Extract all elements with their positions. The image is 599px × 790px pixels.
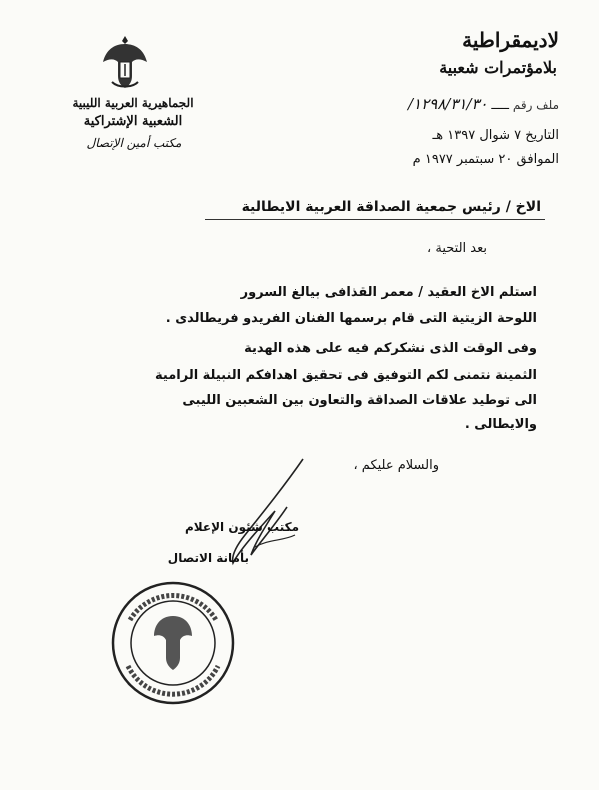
signatory-line2: بأمانة الاتصال [167,551,249,565]
slogan-line1: لاديمقراطية [462,28,559,52]
slogan-line2: بلامؤتمرات شعبية [439,58,557,77]
body-line-1: استلم الاخ العقيد / معمر القذافى بيالغ السرور [240,285,537,300]
file-number-value: ١٢٩٨/٣١/٣٠/ [407,95,488,113]
addressee-underline [205,219,545,220]
body-line-4: الثمينة نتمنى لكم التوفيق فى تحقيق اهدافكم النبيلة الرامية [155,368,537,383]
org-name-line2: الشعبية الإشتراكية [83,114,183,129]
hijri-date: التاريخ ٧ شوال ١٣٩٧ هـ [432,128,559,143]
closing-salutation: والسلام عليكم ، [353,458,439,473]
signatory-line1: مكتب شئون الإعلام [185,520,299,534]
file-number-row: ملف رقم ـــــ ١٢٩٨/٣١/٣٠/ [407,95,559,113]
gregorian-date: الموافق ٢٠ سبتمبر ١٩٧٧ م [412,152,559,167]
file-number-label: ملف رقم [512,98,559,112]
official-stamp-icon [110,580,236,706]
body-line-5: الى توطيد علاقات الصداقة والتعاون بين الشعبين الليبى [182,393,537,408]
state-emblem-icon [100,32,150,92]
body-line-3: وفى الوقت الذى نشكركم فيه على هذه الهدية [244,341,537,356]
greeting: بعد التحية ، [427,241,487,256]
addressee: الاخ / رئيس جمعية الصداقة العربية الايطالية [241,199,541,215]
org-name-line1: الجماهيرية العربية الليبية [72,96,194,110]
office-name: مكتب أمين الإتصال [86,136,182,150]
body-line-6: والايطالى . [464,417,537,432]
body-line-2: اللوحة الزيتية التى قام برسمها الفنان الفريدو فريطالدى . [165,311,537,326]
